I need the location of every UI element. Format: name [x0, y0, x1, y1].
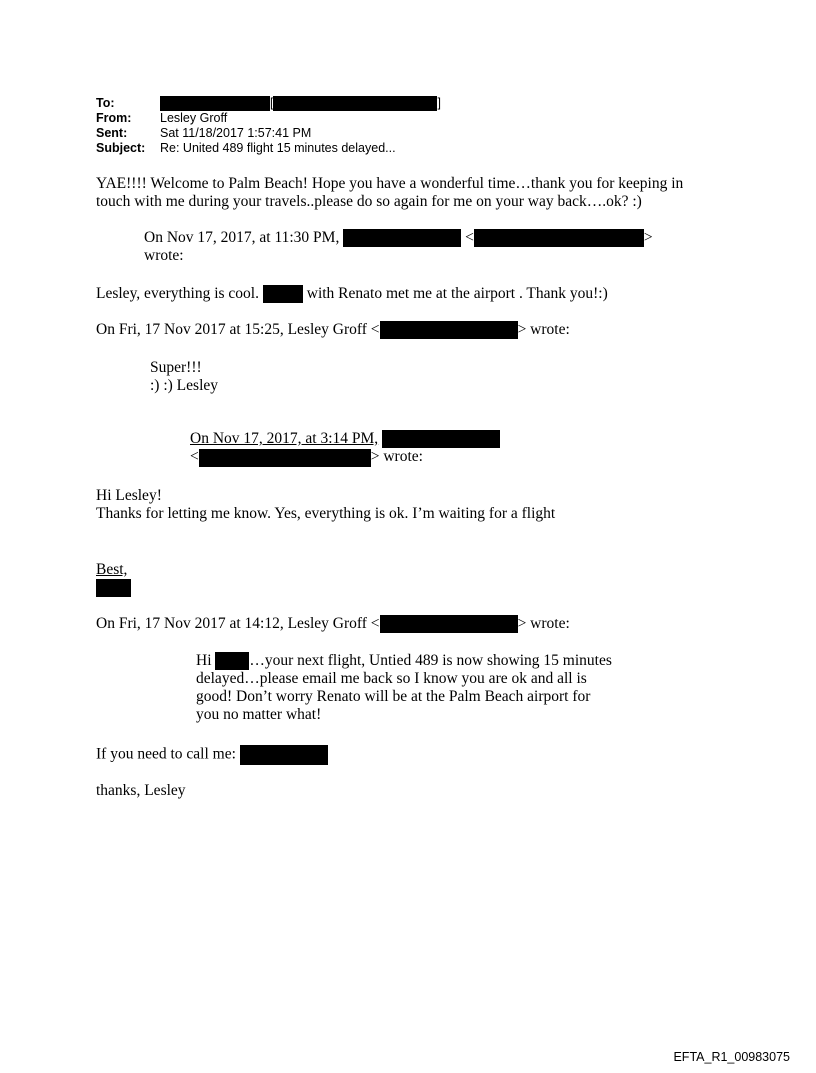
from-label: From:: [96, 111, 132, 125]
quote-prefix: On Fri, 17 Nov 2017 at 15:25, Lesley Groff <: [96, 321, 380, 338]
text-line: Super!!!: [150, 359, 202, 376]
quoted-message: [150, 359, 218, 395]
text-line: [144, 229, 653, 247]
signature-line: [96, 579, 131, 597]
signoff: [96, 561, 131, 597]
redaction-box: [380, 615, 518, 633]
angle-open: <: [190, 448, 199, 466]
redaction-box: [215, 652, 249, 670]
quote-suffix: > wrote:: [517, 321, 570, 338]
quote-header-3: [190, 430, 500, 467]
from-value: Lesley Groff: [160, 111, 228, 125]
text-line: [196, 652, 612, 670]
text-line: Hi Lesley!: [96, 487, 162, 504]
text-line: [190, 448, 500, 466]
redaction-box: [96, 579, 131, 597]
text-line: you no matter what!: [196, 706, 322, 724]
text-line: touch with me during your travels..please do so again for me on your way back….ok? :): [96, 193, 642, 210]
to-label: To:: [96, 96, 115, 110]
sent-label: Sent:: [96, 126, 128, 140]
redaction-box: [474, 229, 644, 247]
text-line: [190, 430, 500, 448]
text-span: If you need to call me:: [96, 745, 236, 763]
redaction-box: [382, 430, 500, 448]
signoff: [96, 782, 186, 800]
quote-prefix: On Fri, 17 Nov 2017 at 14:12, Lesley Groff <: [96, 615, 380, 632]
reply-paragraph: [96, 175, 683, 211]
sent-value: Sat 11/18/2017 1:57:41 PM: [160, 126, 312, 140]
quote-header-4: [96, 615, 570, 633]
angle-open: <: [465, 229, 474, 246]
redaction-box: [380, 321, 518, 339]
text-line: Thanks for letting me know. Yes, everything is ok. I’m waiting for a flight: [96, 505, 556, 522]
quote-suffix: > wrote:: [370, 448, 423, 466]
text-span: Lesley, everything is cool.: [96, 285, 259, 302]
to-value: [160, 96, 441, 111]
text-line: delayed…please email me back so I know you are ok and all is: [196, 670, 587, 688]
quote-prefix: On Nov 17, 2017, at 3:14 PM,: [190, 430, 379, 447]
redaction-box: [263, 285, 303, 303]
text-line: Best,: [96, 561, 128, 578]
quote-header-1: [144, 229, 653, 265]
redaction-box: [240, 745, 328, 765]
message-paragraph: [96, 285, 608, 303]
text-span: Hi: [196, 652, 212, 669]
text-line: good! Don’t worry Renato will be at the Palm Beach airport for: [196, 688, 591, 706]
message-paragraph: [96, 745, 328, 765]
document-id: EFTA_R1_00983075: [673, 1050, 790, 1064]
redaction-box: [343, 229, 461, 247]
subject-label: Subject:: [96, 141, 146, 155]
bracket-close: ]: [437, 96, 441, 110]
redaction-box: [273, 96, 437, 111]
text-span: …your next flight, Untied 489 is now showing 15 minutes: [249, 652, 612, 669]
subject-value: Re: United 489 flight 15 minutes delayed...: [160, 141, 396, 155]
quote-prefix: On Nov 17, 2017, at 11:30 PM,: [144, 229, 340, 246]
bracket-open: [: [270, 96, 274, 110]
text-line: wrote:: [144, 247, 184, 265]
redaction-box: [199, 449, 371, 467]
quote-suffix: > wrote:: [517, 615, 570, 632]
text-span: with Renato met me at the airport . Thank you!:): [306, 285, 608, 302]
text-span: thanks, Lesley: [96, 782, 186, 799]
redaction-box: [160, 96, 270, 111]
text-line: YAE!!!! Welcome to Palm Beach! Hope you have a wonderful time…thank you for keeping in: [96, 175, 684, 192]
angle-close: >: [643, 229, 653, 246]
text-line: :) :) Lesley: [150, 377, 219, 394]
quote-header-2: [96, 321, 570, 339]
message-paragraph: [96, 487, 555, 523]
quoted-message: [196, 652, 612, 724]
